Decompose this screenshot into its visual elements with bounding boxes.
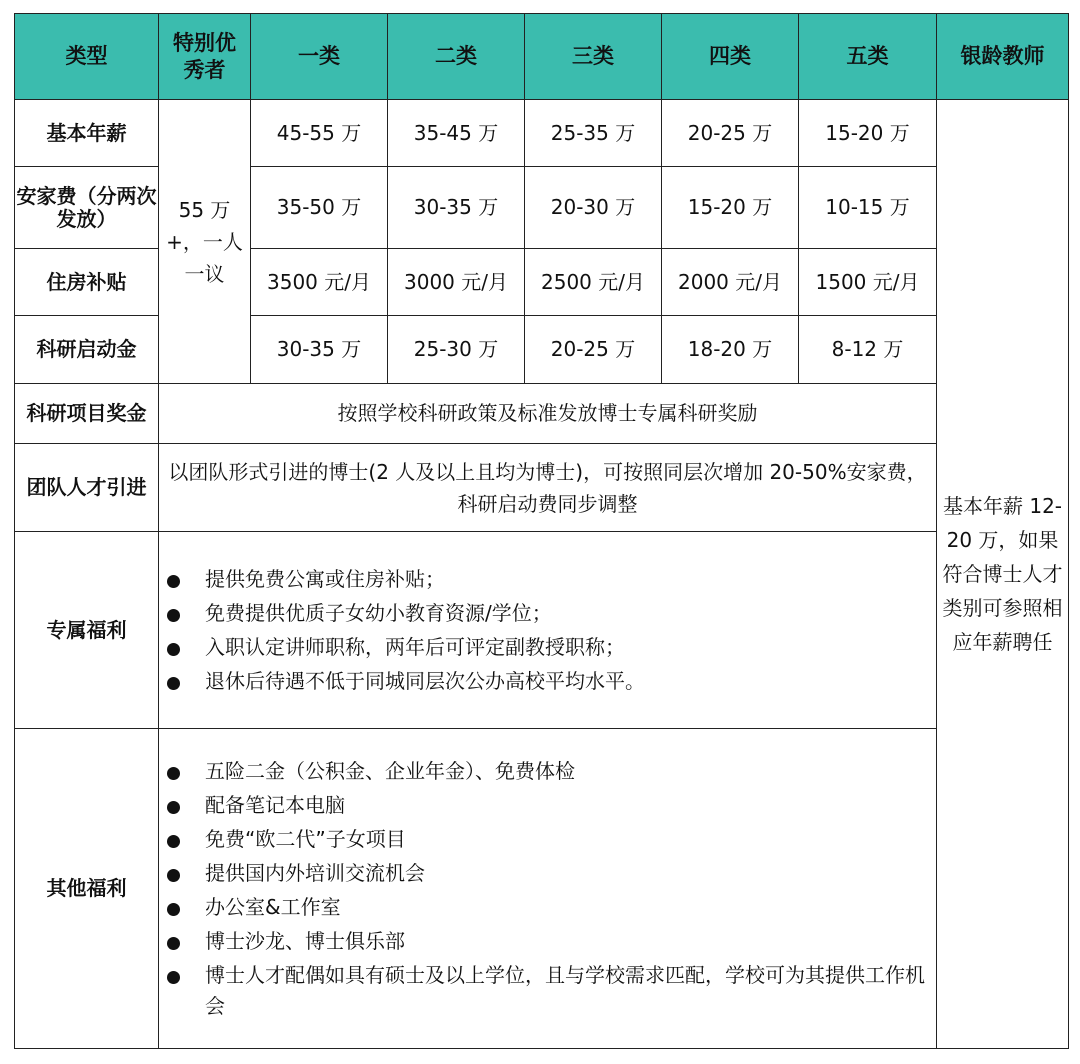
cell-salary-4: 20-25 万 (662, 100, 799, 167)
cell-housing-2: 3000 元/月 (388, 249, 525, 316)
list-item (163, 858, 930, 889)
cell-housing-1: 3500 元/月 (251, 249, 388, 316)
bullet-icon (167, 937, 180, 950)
cell-salary-3: 25-35 万 (525, 100, 662, 167)
label-team: 团队人才引进 (15, 444, 159, 532)
bullet-icon (167, 903, 180, 916)
bullet-icon (167, 801, 180, 814)
other-list (159, 756, 936, 1022)
label-exclusive: 专属福利 (15, 532, 159, 729)
list-item-text: 免费提供优质子女幼小教育资源/学位； (205, 600, 552, 625)
exclusive-list (159, 564, 936, 697)
header-tier3: 三类 (525, 14, 662, 100)
list-item-text: 配备笔记本电脑 (205, 792, 345, 817)
list-item-text: 免费“欧二代”子女项目 (205, 826, 406, 851)
list-item (163, 756, 930, 787)
label-settle: 安家费（分两次发放） (15, 167, 159, 249)
row-other (15, 729, 1069, 1049)
bullet-icon (167, 575, 180, 588)
label-salary: 基本年薪 (15, 100, 159, 167)
header-tier4: 四类 (662, 14, 799, 100)
header-type: 类型 (15, 14, 159, 100)
cell-startup-1: 30-35 万 (251, 316, 388, 384)
row-exclusive (15, 532, 1069, 729)
row-research-bonus (15, 384, 1069, 444)
label-other: 其他福利 (15, 729, 159, 1049)
cell-housing-5: 1500 元/月 (799, 249, 937, 316)
silver-note: 基本年薪 12-20 万，如果符合博士人才类别可参照相应年薪聘任 (937, 100, 1069, 1049)
cell-startup-3: 20-25 万 (525, 316, 662, 384)
bullet-icon (167, 835, 180, 848)
cell-settle-4: 15-20 万 (662, 167, 799, 249)
list-item-text: 退休后待遇不低于同城同层次公办高校平均水平。 (205, 668, 645, 693)
cell-salary-1: 45-55 万 (251, 100, 388, 167)
talent-compensation-table (14, 13, 1069, 1049)
list-item-text: 提供国内外培训交流机会 (205, 860, 425, 885)
list-item (163, 790, 930, 821)
list-item (163, 564, 930, 595)
cell-startup-2: 25-30 万 (388, 316, 525, 384)
header-tier1: 一类 (251, 14, 388, 100)
list-item (163, 824, 930, 855)
label-housing: 住房补贴 (15, 249, 159, 316)
bullet-icon (167, 971, 180, 984)
cell-housing-3: 2500 元/月 (525, 249, 662, 316)
list-item-text: 提供免费公寓或住房补贴； (205, 566, 445, 591)
bullet-icon (167, 609, 180, 622)
list-item (163, 892, 930, 923)
list-item (163, 926, 930, 957)
header-tier5: 五类 (799, 14, 937, 100)
bullet-icon (167, 869, 180, 882)
list-item (163, 960, 930, 1022)
cell-startup-5: 8-12 万 (799, 316, 937, 384)
exclusive-cell (159, 532, 937, 729)
cell-settle-2: 30-35 万 (388, 167, 525, 249)
bullet-icon (167, 767, 180, 780)
other-cell (159, 729, 937, 1049)
team-text: 以团队形式引进的博士(2 人及以上且均为博士)，可按照同层次增加 20-50%安家费，科研启动费同步调整 (159, 444, 937, 532)
header-tier2: 二类 (388, 14, 525, 100)
cell-settle-3: 20-30 万 (525, 167, 662, 249)
cell-startup-4: 18-20 万 (662, 316, 799, 384)
research-bonus-text: 按照学校科研政策及标准发放博士专属科研奖励 (159, 384, 937, 444)
cell-settle-1: 35-50 万 (251, 167, 388, 249)
label-research-bonus: 科研项目奖金 (15, 384, 159, 444)
cell-salary-5: 15-20 万 (799, 100, 937, 167)
cell-settle-5: 10-15 万 (799, 167, 937, 249)
header-special: 特别优秀者 (159, 14, 251, 100)
row-salary (15, 100, 1069, 167)
list-item-text: 办公室&工作室 (205, 894, 341, 919)
list-item (163, 632, 930, 663)
bullet-icon (167, 643, 180, 656)
list-item-text: 博士沙龙、博士俱乐部 (205, 928, 405, 953)
header-silver: 银龄教师 (937, 14, 1069, 100)
row-team (15, 444, 1069, 532)
special-value: 55 万+，一人一议 (159, 100, 251, 384)
list-item (163, 598, 930, 629)
list-item-text: 博士人才配偶如具有硕士及以上学位，且与学校需求匹配，学校可为其提供工作机会 (205, 962, 925, 1018)
list-item-text: 五险二金（公积金、企业年金）、免费体检 (205, 758, 575, 783)
cell-housing-4: 2000 元/月 (662, 249, 799, 316)
cell-salary-2: 35-45 万 (388, 100, 525, 167)
list-item-text: 入职认定讲师职称，两年后可评定副教授职称； (205, 634, 625, 659)
list-item (163, 666, 930, 697)
label-startup: 科研启动金 (15, 316, 159, 384)
bullet-icon (167, 677, 180, 690)
header-row (15, 14, 1069, 100)
